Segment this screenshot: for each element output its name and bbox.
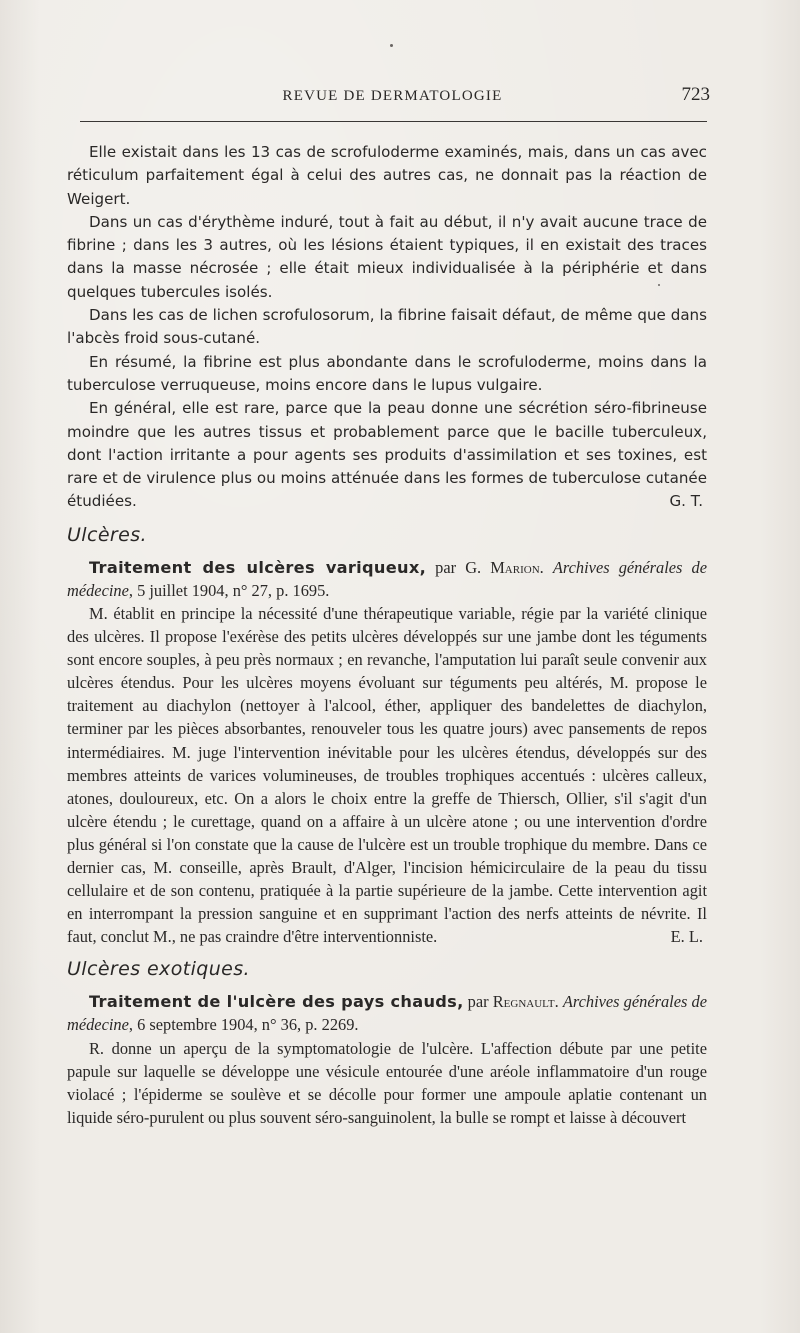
header-rule [80, 121, 707, 122]
article-title: Traitement de l'ulcère des pays chauds, [89, 992, 464, 1012]
citation-details: , 6 septembre 1904, n° 36, p. 2269. [128, 1015, 359, 1035]
ulceres-article [67, 556, 707, 949]
paragraph: En résumé, la fibrine est plus abondante dans le scrofuloderme, moins dans la tuberculose verruqueuse, moins encore dans le lupus vulgaire. [67, 352, 707, 394]
paragraph-text: M. établit en principe la nécessité d'une thérapeutique variable, régie par la variété clinique des ulcères. Il propose l'exérèse des petits ulcères développés sur une jambe dont les téguments sont encore souples, à peu près normaux ; en revanche, l'amputation lui paraît seule convenir aux ulcères étendus. Pour les ulcères moyens évoluant sur téguments peu altérés, M. propose le traitement au diachylon (nettoyer à l'alcool, éther, appliquer des bandelettes de diachylon, terminer par les pièces absorbantes, renouveler tous les quatre jours) avec pansements de repos intermédiaires. M. juge l'intervention inévitable pour les ulcères étendus, développés sur des membres atteints de varices volumineuses, de troubles trophiques accentués : ulcères calleux, atones, douloureux, etc. On a alors le choix entre la greffe de Thiersch, Ollier, s'il s'agit d'un ulcère étendu ; le curettage, quand on a affaire à un ulcère atone ; ou une intervention d'ordre plus général si l'on constate que la cause de l'ulcère est un trouble trophique du membre. Dans ce dernier cas, M. conseille, après Brault, d'Alger, l'incision hémicirculaire de la peau du tissu cellulaire et de son contenu, pratiquée à la partie supérieure de la jambe. Cette intervention agit en interrompant la pression sanguine et en supprimant l'action des nerfs atteints de névrite. Il faut, conclut M., ne pas craindre d'être interventionniste. [67, 603, 707, 947]
article-body [67, 141, 707, 1129]
paragraph [67, 602, 707, 948]
citation-by: par [463, 992, 493, 1012]
citation-details: , 5 juillet 1904, n° 27, p. 1695. [128, 580, 330, 600]
citation-author: Regnault [492, 992, 555, 1012]
citation-journal: Archives générales de médecine [67, 557, 708, 600]
exotiques-article [67, 990, 707, 1129]
citation-author: Marion [490, 557, 540, 577]
section-title-ulceres-exotiques: Ulcères exotiques. [67, 958, 250, 981]
article-citation [67, 990, 707, 1036]
paragraph: Dans les cas de lichen scrofulosorum, la fibrine faisait défaut, de même que dans l'abcès froid sous-cutané. [67, 306, 707, 348]
page-number: 723 [681, 84, 710, 105]
section-title-ulceres: Ulcères. [67, 523, 147, 546]
fibrine-article [67, 141, 707, 514]
page-header [75, 84, 710, 110]
running-head: REVUE DE DERMATOLOGIE [282, 88, 503, 104]
print-speck [390, 44, 393, 47]
article-title: Traitement des ulcères variqueux, [89, 557, 427, 577]
citation-separator: . [539, 557, 553, 577]
paragraph-text: En général, elle est rare, parce que la peau donne une sécrétion séro-fibrineuse moindre que les autres tissus et probablement parce que le bacille tuberculeux, dont l'action irritante a pour agents ses produits d'assimilation et ses toxines, est rare et de virulence plus ou moins atténuée dans les formes de tuberculose cutanée étudiées. [67, 399, 707, 511]
author-signature: E. L. [670, 927, 703, 947]
citation-by: par G. [426, 557, 491, 577]
citation-separator: . [554, 992, 563, 1012]
article-citation [67, 556, 707, 602]
author-signature: G. T. [669, 492, 703, 511]
paragraph: Dans un cas d'érythème induré, tout à fait au début, il n'y avait aucune trace de fibrine ; dans les 3 autres, où les lésions étaient typiques, il en existait des traces dans la masse nécrosée ; elle était mieux individualisée à la périphérie et dans quelques tubercules isolés. [67, 212, 707, 301]
citation-journal: Archives générales de médecine [67, 992, 707, 1035]
paragraph: R. donne un aperçu de la symptomatologie de l'ulcère. L'affection débute par une petite papule sur laquelle se développe une vésicule entourée d'une aréole inflammatoire d'un rouge violacé ; l'épiderme se soulève et se décolle pour former une ampoule aplatie contenant un liquide séro-purulent ou plus souvent séro-sanguinolent, la bulle se rompt et laisse à découvert [67, 1038, 707, 1127]
paragraph: Elle existait dans les 13 cas de scrofuloderme examinés, mais, dans un cas avec réticulum parfaitement égal à celui des autres cas, ne donnait pas la réaction de Weigert. [67, 143, 707, 208]
paragraph [67, 397, 707, 513]
